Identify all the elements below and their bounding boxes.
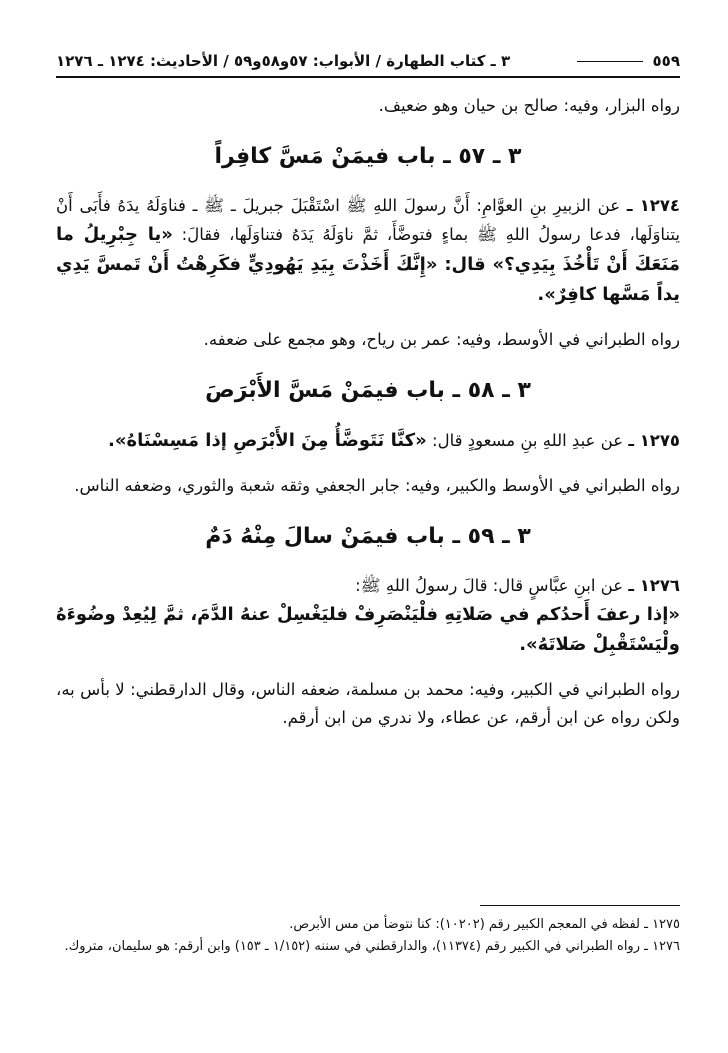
chapter-title-58: [56, 374, 680, 408]
hadith-source-1274: رواه الطبراني في الأوسط، وفيه: عمر بن رياح، وهو مجمع على ضعفه.: [203, 330, 680, 349]
hadith-1276: [56, 572, 680, 600]
chapter-number: ٣ ـ ٥٨ ـ: [452, 378, 531, 403]
hadith-text: عن الزبيرِ بنِ العوَّامِ: أَنَّ رسولَ اللهِ ﷺ اسْتَقْبَلَ جبريلَ ـ ﷺ ـ فناوَلَهُ يدَهُ فأَبَى أَنْ يتناوَلَها، فدعا رسولُ اللهِ ﷺ بماءٍ فتوضَّأَ، ثمَّ ناوَلَهُ يَدَهُ فتناوَلَها، فقالَ:: [56, 196, 680, 244]
running-header: [56, 50, 680, 78]
hadith-quote: «كنَّا نَتَوضَّأُ مِنَ الأَبْرَصِ إذا مَسِسْنَاهُ».: [108, 430, 427, 451]
chapter-title-57: [56, 140, 680, 174]
hadith-text: عن ابنِ عبَّاسٍ قال: قالَ رسولُ اللهِ ﷺ:: [355, 576, 624, 595]
hadith-source-1275: رواه الطبراني في الأوسط والكبير، وفيه: جابر الجعفي وثقه شعبة والثوري، وضعفه الناس.: [74, 476, 680, 495]
hadith-text: عن عبدِ اللهِ بنِ مسعودٍ قال:: [432, 431, 624, 450]
footnote-rule: [480, 905, 680, 906]
page-number: ٥٥٩: [652, 52, 680, 70]
chapter-number: ٣ ـ ٥٩ ـ: [452, 524, 531, 549]
running-title: ٣ ـ كتاب الطهارة / الأبواب: ٥٧و٥٨و٥٩ / الأحاديث: ١٢٧٤ ـ ١٢٧٦: [56, 52, 511, 70]
hadith-1275: [56, 426, 680, 456]
bab-label: باب: [406, 378, 445, 403]
hadith-number: ١٢٧٦ ـ: [628, 576, 680, 595]
intro-narration: رواه البزار، وفيه: صالح بن حيان وهو ضعيف.: [378, 96, 680, 115]
chapter-heading: فيمَنْ سالَ مِنْهُ دَمٌ: [205, 524, 399, 549]
footnote-1276: ١٢٧٦ ـ رواه الطبراني في الكبير رقم (١١٣٧٤)، والدارقطني في سننه (١/١٥٢ ـ ١٥٣) وابن أرقم: هو سليمان، متروك.: [64, 939, 680, 954]
hadith-source-1276: رواه الطبراني في الكبير، وفيه: محمد بن مسلمة، ضعفه الناس، وقال الدارقطني: لا بأس به، ولكن رواه عن ابن أرقم، عن عطاء، ولا ندري من ابن أرقم.: [56, 680, 680, 727]
hadith-1274: [56, 192, 680, 310]
chapter-heading: فيمَنْ مَسَّ كافِراً: [214, 144, 390, 169]
header-right: [573, 50, 680, 72]
hadith-number: ١٢٧٥ ـ: [628, 431, 680, 450]
page: [56, 50, 680, 1053]
chapter-title-59: [56, 520, 680, 554]
footnote-1275: ١٢٧٥ ـ لفظه في المعجم الكبير رقم (١٠٢٠٢): كنا نتوضأ من مس الأبرص.: [289, 917, 680, 932]
chapter-number: ٣ ـ ٥٧ ـ: [443, 144, 522, 169]
header-rule: [577, 61, 643, 62]
hadith-quote-1276: «إذا رعفَ أَحدُكم في صَلاتِهِ فلْيَنْصَرِفْ فليَغْسِلْ عنهُ الدَّمَ، ثمَّ لِيُعِدْ وضُوءَهُ ولْيَسْتَقْبِلْ صَلاتَهُ».: [56, 604, 680, 655]
chapter-heading: فيمَنْ مَسَّ الأَبْرَصَ: [205, 378, 399, 403]
hadith-quote: «يا جِبْرِيلُ ما مَنَعَكَ أَنْ تَأْخُذَ بِيَدِي؟» قال: «إِنَّكَ أَخَذْتَ بِيَدِ يَهُودِيٍّ فكَرِهْتُ أَنْ تَمسَّ يَدِي يداً مَسَّها كافِرٌ».: [56, 224, 680, 305]
bab-label: باب: [396, 144, 436, 169]
hadith-number: ١٢٧٤ ـ: [626, 196, 680, 215]
footnotes: [56, 905, 680, 958]
bab-label: باب: [406, 524, 445, 549]
